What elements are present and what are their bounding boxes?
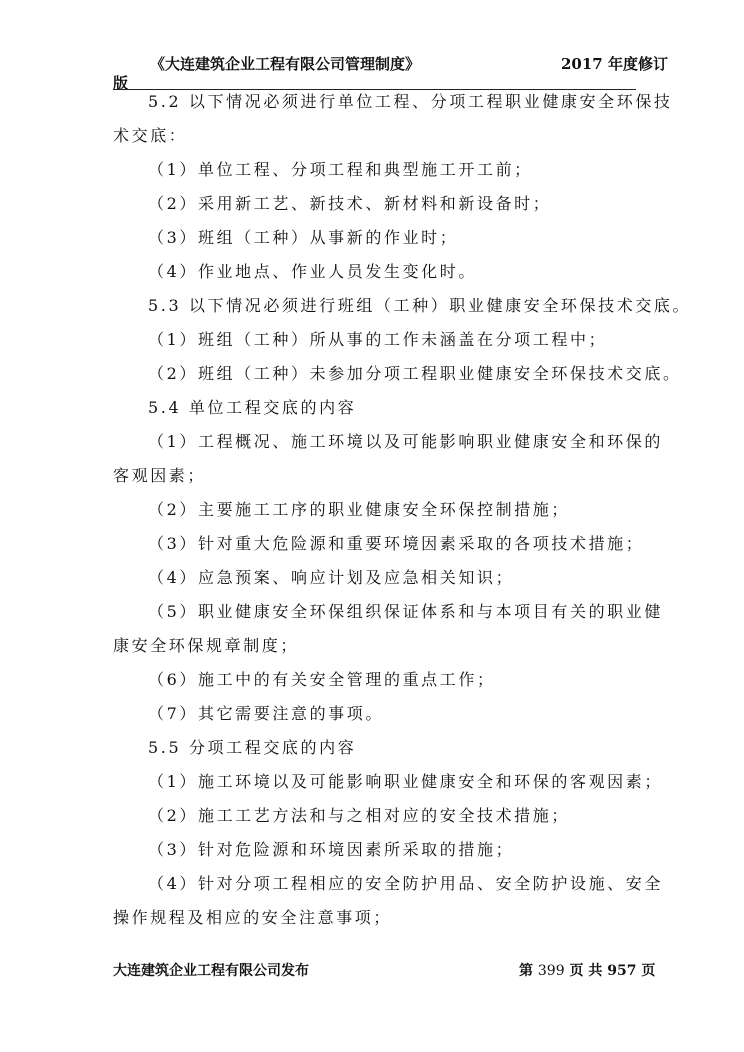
paragraph-line: 操作规程及相应的安全注意事项； xyxy=(113,908,393,927)
list-item: （7）其它需要注意的事项。 xyxy=(148,704,384,723)
list-item: （1）班组（工种）所从事的工作未涵盖在分项工程中； xyxy=(148,330,608,349)
list-item: （2）施工工艺方法和与之相对应的安全技术措施； xyxy=(148,806,570,825)
current-page-number: 399 xyxy=(537,963,565,979)
list-item: （6）施工中的有关安全管理的重点工作； xyxy=(148,670,496,689)
list-item: （4）针对分项工程相应的安全防护用品、安全防护设施、安全 xyxy=(148,874,663,893)
section-heading: 5.2 以下情况必须进行单位工程、分项工程职业健康安全环保技 xyxy=(148,92,673,111)
section-heading: 5.3 以下情况必须进行班组（工种）职业健康安全环保技术交底。 xyxy=(148,296,692,315)
total-page-number: 957 xyxy=(607,963,637,979)
paragraph-line: 客观因素； xyxy=(113,466,207,485)
list-item: （1）施工环境以及可能影响职业健康安全和环保的客观因素； xyxy=(148,772,663,791)
page-suffix: 页 xyxy=(641,963,656,979)
list-item: （2）班组（工种）未参加分项工程职业健康安全环保技术交底。 xyxy=(148,364,682,383)
list-item: （3）班组（工种）从事新的作业时； xyxy=(148,228,459,247)
paragraph-line: 康安全环保规章制度； xyxy=(113,636,300,655)
list-item: （2）采用新工艺、新技术、新材料和新设备时； xyxy=(148,194,552,213)
page-middle: 页 共 xyxy=(569,963,603,979)
paragraph-line: 术交底： xyxy=(113,126,188,145)
list-item: （2）主要施工工序的职业健康安全环保控制措施； xyxy=(148,500,570,519)
document-title: 《大连建筑企业工程有限公司管理制度》 xyxy=(150,55,421,73)
list-item: （4）应急预案、响应计划及应急相关知识； xyxy=(148,568,515,587)
list-item: （5）职业健康安全环保组织保证体系和与本项目有关的职业健 xyxy=(148,602,663,621)
edition-label: 2017 年度修订 xyxy=(561,55,668,73)
section-heading: 5.5 分项工程交底的内容 xyxy=(148,738,357,757)
footer-publisher: 大连建筑企业工程有限公司发布 xyxy=(113,963,309,979)
list-item: （1）单位工程、分项工程和典型施工开工前； xyxy=(148,160,533,179)
list-item: （3）针对危险源和环境因素所采取的措施； xyxy=(148,840,515,859)
list-item: （1）工程概况、施工环境以及可能影响职业健康安全和环保的 xyxy=(148,432,663,451)
list-item: （4）作业地点、作业人员发生变化时。 xyxy=(148,262,477,281)
section-heading: 5.4 单位工程交底的内容 xyxy=(148,398,357,417)
page-prefix: 第 xyxy=(519,963,533,979)
list-item: （3）针对重大危险源和重要环境因素采取的各项技术措施； xyxy=(148,534,645,553)
edition-label-wrap: 版 xyxy=(113,74,129,92)
page-indicator xyxy=(519,960,655,980)
header-divider xyxy=(113,89,636,90)
